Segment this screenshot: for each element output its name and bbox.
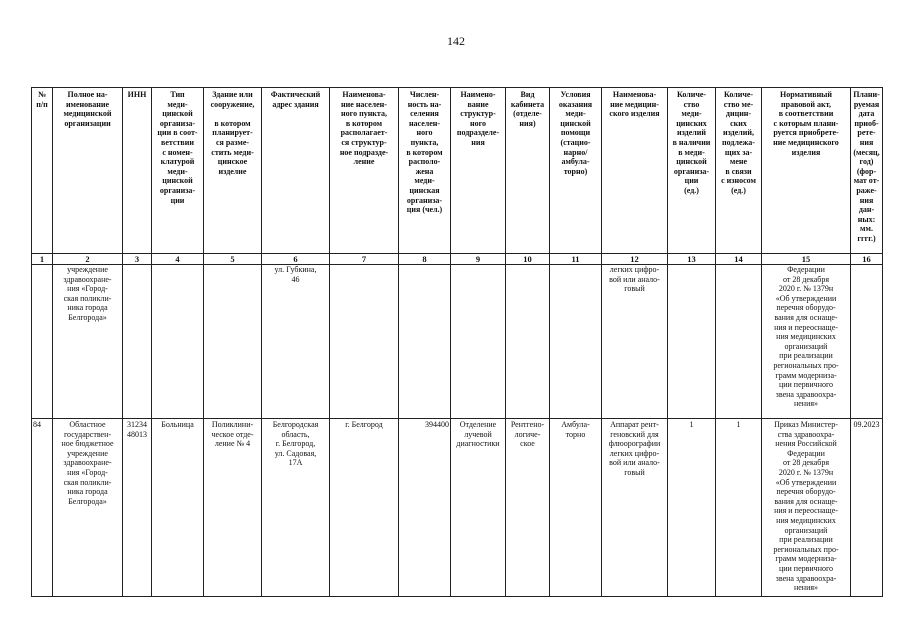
cell-legal-act: Федерации от 28 декабря 2020 г. № 1379н «Об утверждении перечня оборудо- вания для оснаще- ния и переоснаще- ния медицинских организаций при реализации региональных про- грамм модерниза- ции первичного звена здравоохра- нения» [762, 265, 851, 419]
header-cell-org-type: Тип меди- цинской организа- ции в соот- ветствии с номен- клатурой меди- цинской организа- ции [152, 88, 204, 254]
header-cell-number: № п/п [32, 88, 53, 254]
column-number-row [32, 254, 883, 265]
cell-org-name: Областное государствен- ное бюджетное учреждение здравоохране- ния «Город- ская поликли- ника города Белгорода» [53, 419, 123, 597]
table-row [32, 265, 883, 419]
cell-org-type: Больница [152, 419, 204, 597]
cell-cabinet [506, 265, 550, 419]
header-cell-building: Здание или сооружение, в котором планирует- ся разме- стить меди- цинское изделие [204, 88, 262, 254]
cell-org-name: учреждение здравоохране- ния «Город- ская поликли- ника города Белгорода» [53, 265, 123, 419]
header-cell-device: Наименова- ние медицин- ского изделия [602, 88, 668, 254]
cell-locality [330, 265, 399, 419]
cell-qty-available [668, 265, 716, 419]
cell-purchase-date [851, 265, 883, 419]
cell-qty-available: 1 [668, 419, 716, 597]
column-number: 12 [602, 254, 668, 265]
cell-purchase-date: 09.2023 [851, 419, 883, 597]
header-cell-qty-available: Количе- ство меди- цинских изделий в наличии в меди- цинской организа- ции (ед.) [668, 88, 716, 254]
header-cell-legal-act: Нормативный правовой акт, в соответствии с которым плани- руется приобрете- ние медицинского изделия [762, 88, 851, 254]
cell-inn: 31234 48013 [123, 419, 152, 597]
cell-cabinet: Рентгено- логиче- ское [506, 419, 550, 597]
column-number: 5 [204, 254, 262, 265]
header-cell-locality: Наименова- ние населен- ного пункта, в котором располагает- ся структур- ное подразде- ление [330, 88, 399, 254]
header-cell-address: Фактический адрес здания [262, 88, 330, 254]
column-number: 6 [262, 254, 330, 265]
header-cell-population: Числен- ность на- селения населен- ного пункта, в котором располо- жена меди- цинская организа- ция (чел.) [399, 88, 451, 254]
cell-conditions: Амбула- торно [550, 419, 602, 597]
cell-building [204, 265, 262, 419]
cell-population: 394400 [399, 419, 451, 597]
header-cell-unit: Наимено- вание структур- ного подразделе- ния [451, 88, 506, 254]
header-cell-purchase-date: Плани- руемая дата приоб- рете- ния (месяц, год) (фор- мат от- раже- ния дан- ных: мм. гггг.) [851, 88, 883, 254]
equipment-table [31, 87, 883, 597]
page-number: 142 [447, 34, 465, 48]
cell-building: Поликлини- ческое отде- ление № 4 [204, 419, 262, 597]
cell-conditions [550, 265, 602, 419]
cell-device: Аппарат рент- геновский для флюорографии легких цифро- вой или анало- говый [602, 419, 668, 597]
cell-number: 84 [32, 419, 53, 597]
cell-population [399, 265, 451, 419]
column-number: 8 [399, 254, 451, 265]
column-number: 1 [32, 254, 53, 265]
header-cell-inn: ИНН [123, 88, 152, 254]
column-number: 14 [716, 254, 762, 265]
column-number: 3 [123, 254, 152, 265]
column-number: 16 [851, 254, 883, 265]
cell-unit [451, 265, 506, 419]
cell-number [32, 265, 53, 419]
table-header-row [32, 88, 883, 254]
cell-org-type [152, 265, 204, 419]
cell-address: ул. Губкина, 46 [262, 265, 330, 419]
column-number: 11 [550, 254, 602, 265]
cell-qty-replace [716, 265, 762, 419]
column-number: 7 [330, 254, 399, 265]
cell-device: легких цифро- вой или анало- говый [602, 265, 668, 419]
cell-unit: Отделение лучевой диагностики [451, 419, 506, 597]
column-number: 15 [762, 254, 851, 265]
cell-qty-replace: 1 [716, 419, 762, 597]
column-number: 2 [53, 254, 123, 265]
column-number: 13 [668, 254, 716, 265]
header-cell-qty-replace: Количе- ство ме- дицин- ских изделий, подлежа- щих за- мене в связи с износом (ед.) [716, 88, 762, 254]
header-cell-conditions: Условия оказания меди- цинской помощи (стацио- нарно/ амбула- торно) [550, 88, 602, 254]
column-number: 9 [451, 254, 506, 265]
table-row [32, 419, 883, 597]
header-cell-org-name: Полное на- именование медицинской организации [53, 88, 123, 254]
cell-locality: г. Белгород [330, 419, 399, 597]
header-cell-cabinet: Вид кабинета (отделе- ния) [506, 88, 550, 254]
cell-inn [123, 265, 152, 419]
column-number: 4 [152, 254, 204, 265]
cell-address: Белгородская область, г. Белгород, ул. Садовая, 17А [262, 419, 330, 597]
column-number: 10 [506, 254, 550, 265]
cell-legal-act: Приказ Министер- ства здравоохра- нения Российской Федерации от 28 декабря 2020 г. № 1379н «Об утверждении перечня оборудо- вания для оснаще- ния и переоснаще- ния медицинских организаций при реализации региональных про- грамм модерниза- ции первичного звена здравоохра- нения» [762, 419, 851, 597]
